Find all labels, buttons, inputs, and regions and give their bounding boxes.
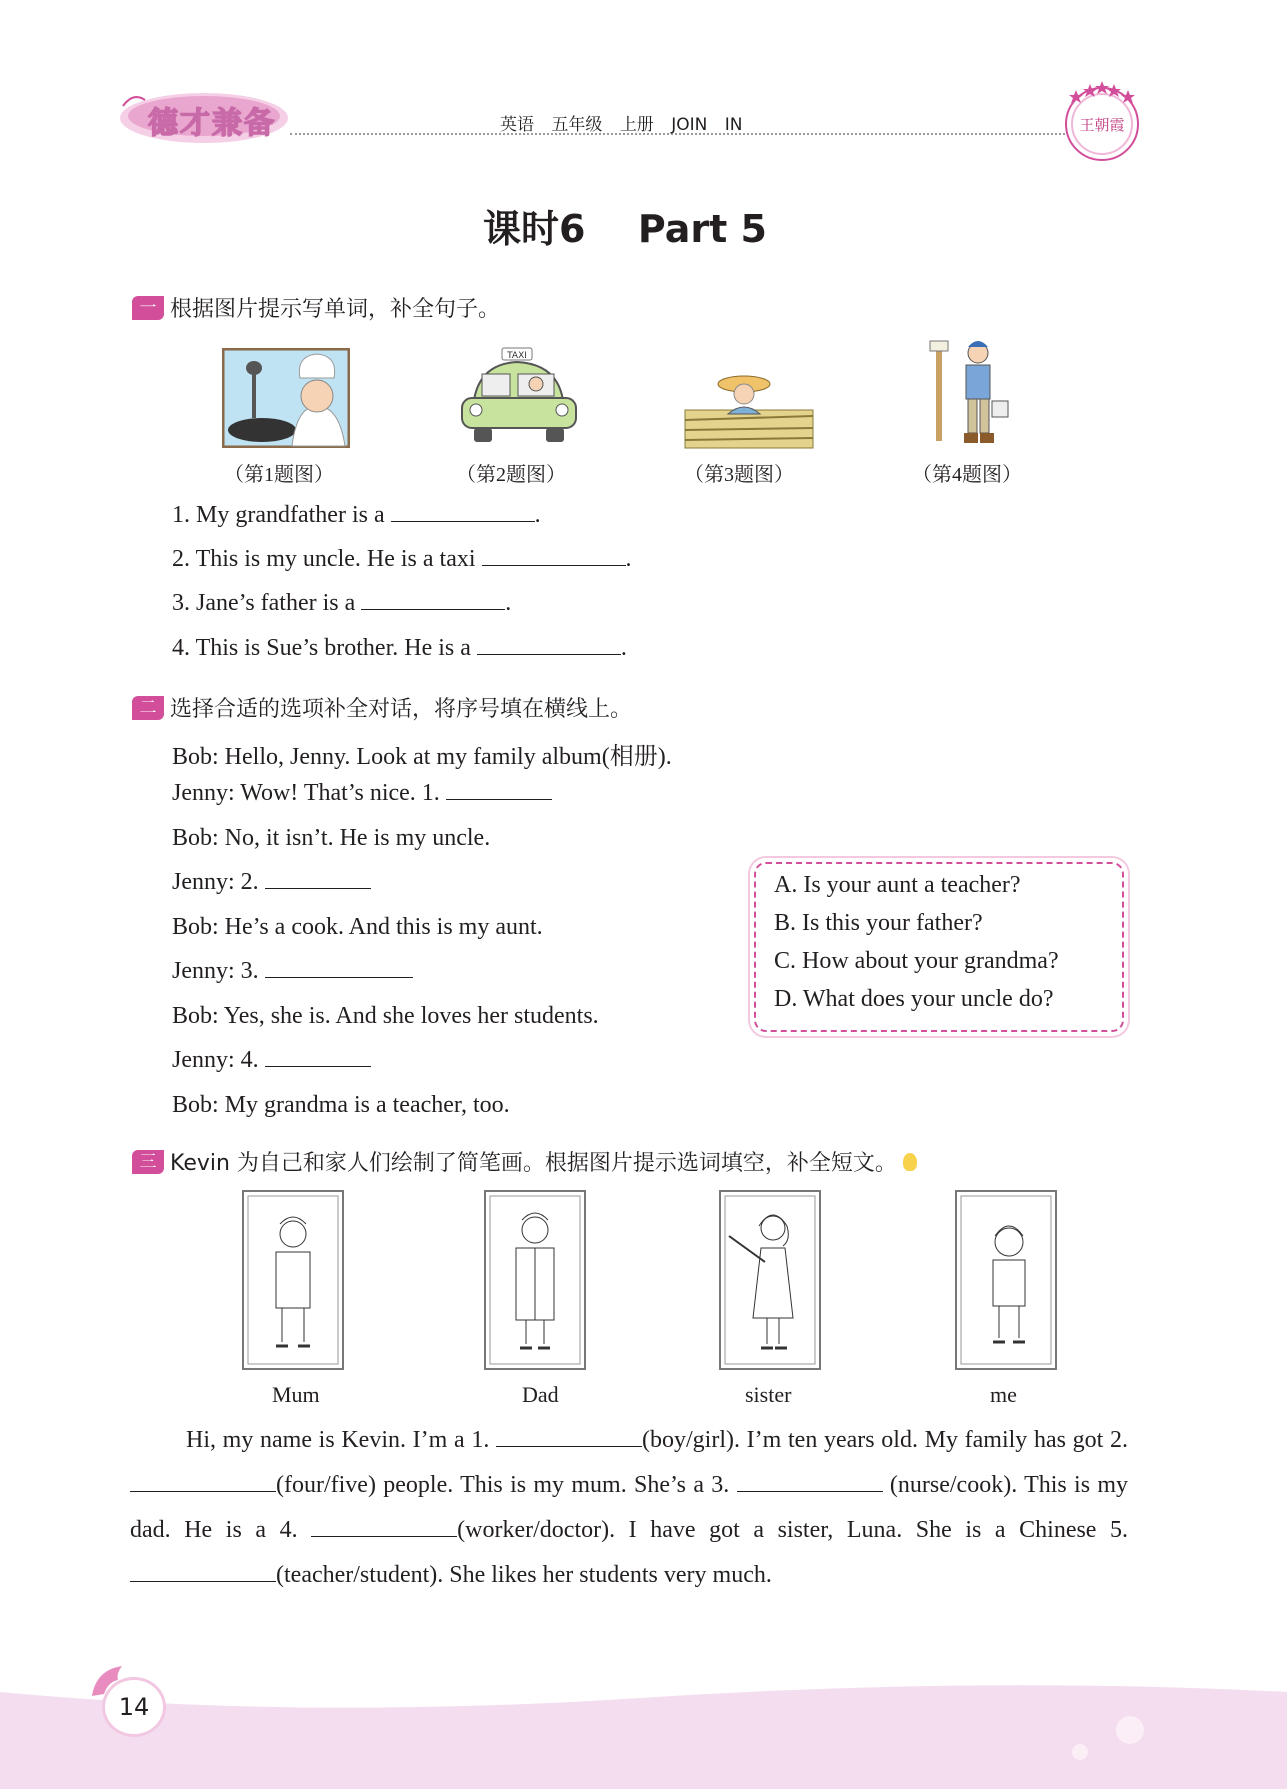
subject: 英语 [500,115,534,135]
answer-blank[interactable] [130,1490,276,1492]
dialogue-line: Bob: No, it isn’t. He is my uncle. [172,825,491,851]
seal-lettering: 王朝霞 [1079,116,1125,134]
section-1-number: 一 [132,296,164,320]
caption-4: （第4题图） [912,464,1022,486]
answer-blank[interactable] [477,653,621,655]
answer-blank[interactable] [361,608,505,610]
series: JOIN IN [671,115,743,135]
answer-blank[interactable] [391,520,535,522]
cook-picture [222,348,350,448]
label-me: me [990,1382,1017,1407]
dialogue-line: Bob: My grandma is a teacher, too. [172,1092,510,1118]
sister-drawing [719,1190,821,1370]
worker-picture [928,335,1018,449]
section-2-instruction: 选择合适的选项补全对话，将序号填在横线上。 [170,697,633,722]
answer-blank[interactable] [311,1535,457,1537]
option-a: A. Is your aunt a teacher? [774,872,1021,898]
dialogue-line: Jenny: 2. [172,869,371,896]
section-2-header [132,692,632,723]
label-mum: Mum [272,1382,320,1407]
dialogue-line: Bob: Yes, she is. And she loves her students. [172,1003,599,1029]
grade: 五年级 [551,115,603,135]
section-1-header [132,292,500,323]
farmer-picture [684,370,814,450]
volume: 上册 [619,115,654,135]
label-dad: Dad [522,1382,559,1407]
footer-wave [0,1680,1287,1789]
dialogue-line: Jenny: 3. [172,958,413,985]
page-number: 14 [102,1677,166,1737]
logo-text: 德才兼备 [148,106,276,141]
answer-blank[interactable] [265,976,413,978]
header-info [500,110,742,135]
option-c: C. How about your grandma? [774,948,1059,974]
lightbulb-icon [903,1153,917,1171]
label-sister: sister [745,1382,792,1407]
answer-blank[interactable] [130,1580,276,1582]
part-label: Part 5 [637,207,767,251]
mum-drawing [242,1190,344,1370]
section-3-header [132,1146,917,1177]
me-drawing [955,1190,1057,1370]
answer-blank[interactable] [446,798,552,800]
options-box [754,862,1124,1032]
answer-blank[interactable] [265,887,371,889]
caption-2: （第2题图） [456,464,566,486]
section-2-number: 二 [132,696,164,720]
exercise-1-sentence-3: 3. Jane’s father is a . [172,590,512,616]
dialogue-line: Bob: Hello, Jenny. Look at my family album(相册). [172,744,672,770]
dialogue-line: Jenny: 4. [172,1047,371,1074]
dad-drawing [484,1190,586,1370]
option-d: D. What does your uncle do? [774,986,1054,1012]
brand-seal [1060,78,1144,162]
taxi-picture [456,344,582,450]
option-b: B. Is this your father? [774,910,983,936]
answer-blank[interactable] [265,1065,371,1067]
dialogue-line: Bob: He’s a cook. And this is my aunt. [172,914,543,940]
caption-1: （第1题图） [224,464,334,486]
section-3-number: 三 [132,1150,164,1174]
taxi-sign: TAXI [507,351,527,361]
dialogue-line: Jenny: Wow! That’s nice. 1. [172,780,552,807]
section-1-instruction: 根据图片提示写单词，补全句子。 [170,297,501,322]
section-3-instruction: Kevin 为自己和家人们绘制了简笔画。根据图片提示选词填空，补全短文。 [170,1151,897,1176]
lesson-title [0,198,1250,253]
exercise-1-sentence-4: 4. This is Sue’s brother. He is a . [172,635,627,661]
answer-blank[interactable] [482,564,626,566]
passage: Hi, my name is Kevin. I’m a 1. (boy/girl). I’m ten years old. My family has got 2. (four/five) people. This is my mum. She’s a 3. (nurse/cook). This is my dad. He is a 4. (worker/doctor). I have got a sister, Luna. She is a Chinese 5. (teacher/student). She likes her students very much. [130,1427,1129,1588]
exercise-1-sentence-1: 1. My grandfather is a . [172,502,541,528]
exercise-1-sentence-2: 2. This is my uncle. He is a taxi . [172,546,632,572]
answer-blank[interactable] [496,1445,642,1447]
answer-blank[interactable] [737,1490,883,1492]
caption-3: （第3题图） [684,464,794,486]
lesson-number: 课时6 [483,207,586,251]
